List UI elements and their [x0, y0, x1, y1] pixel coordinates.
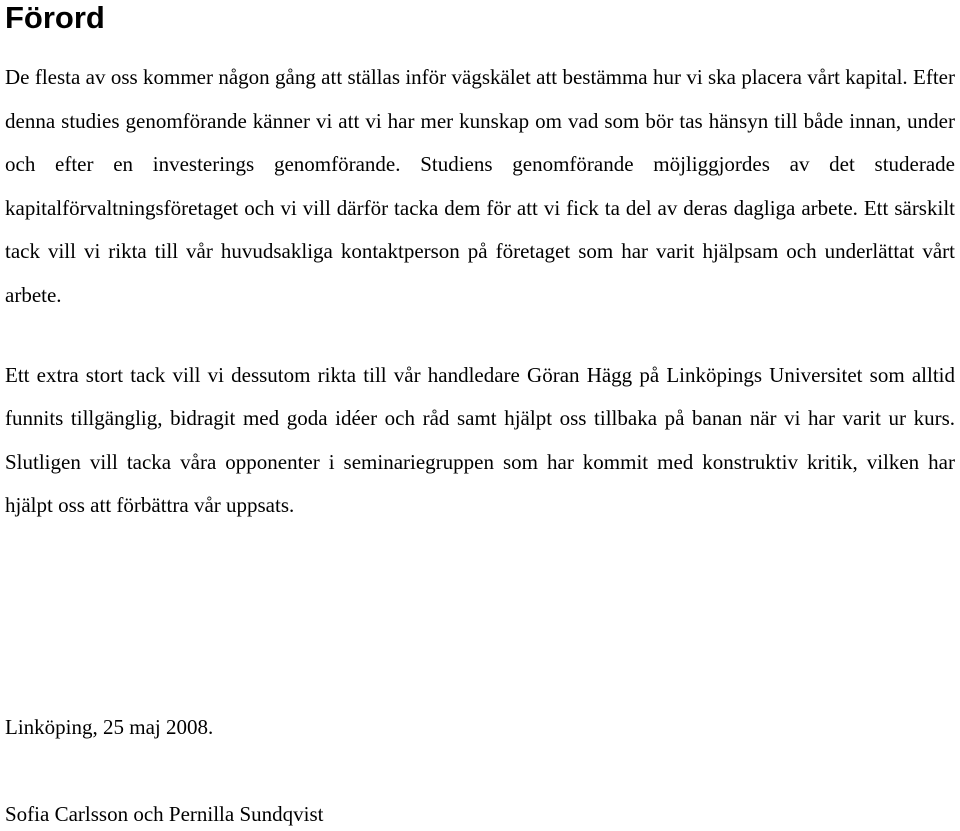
- authors: Sofia Carlsson och Pernilla Sundqvist: [5, 802, 324, 826]
- place-date: Linköping, 25 maj 2008.: [5, 715, 214, 739]
- document-page: [5, 0, 955, 826]
- page-title: Förord: [5, 0, 105, 35]
- paragraph-2: Ett extra stort tack vill vi dessutom rikta till vår handledare Göran Hägg på Linköpings Universitet som alltid funnits tillgänglig, bidragit med goda idéer och råd samt hjälpt oss tillbaka på banan när vi har varit ur kurs. Slutligen vill tacka våra opponenter i seminariegruppen som har kommit med konstruktiv kritik, vilken har hjälpt oss att förbättra vår uppsats.: [5, 362, 955, 518]
- paragraph-1: De flesta av oss kommer någon gång att ställas inför vägskälet att bestämma hur vi ska placera vårt kapital. Efter denna studies genomförande känner vi att vi har mer kunskap om vad som bör tas hänsyn till både innan, under och efter en investerings genomförande. Studiens genomförande möjliggjordes av det studerade kapitalförvaltningsföretaget och vi vill därför tacka dem för att vi fick ta del av deras dagliga arbete. Ett särskilt tack vill vi rikta till vår huvudsakliga kontaktperson på företaget som har varit hjälpsam och underlättat vårt arbete.: [5, 65, 955, 307]
